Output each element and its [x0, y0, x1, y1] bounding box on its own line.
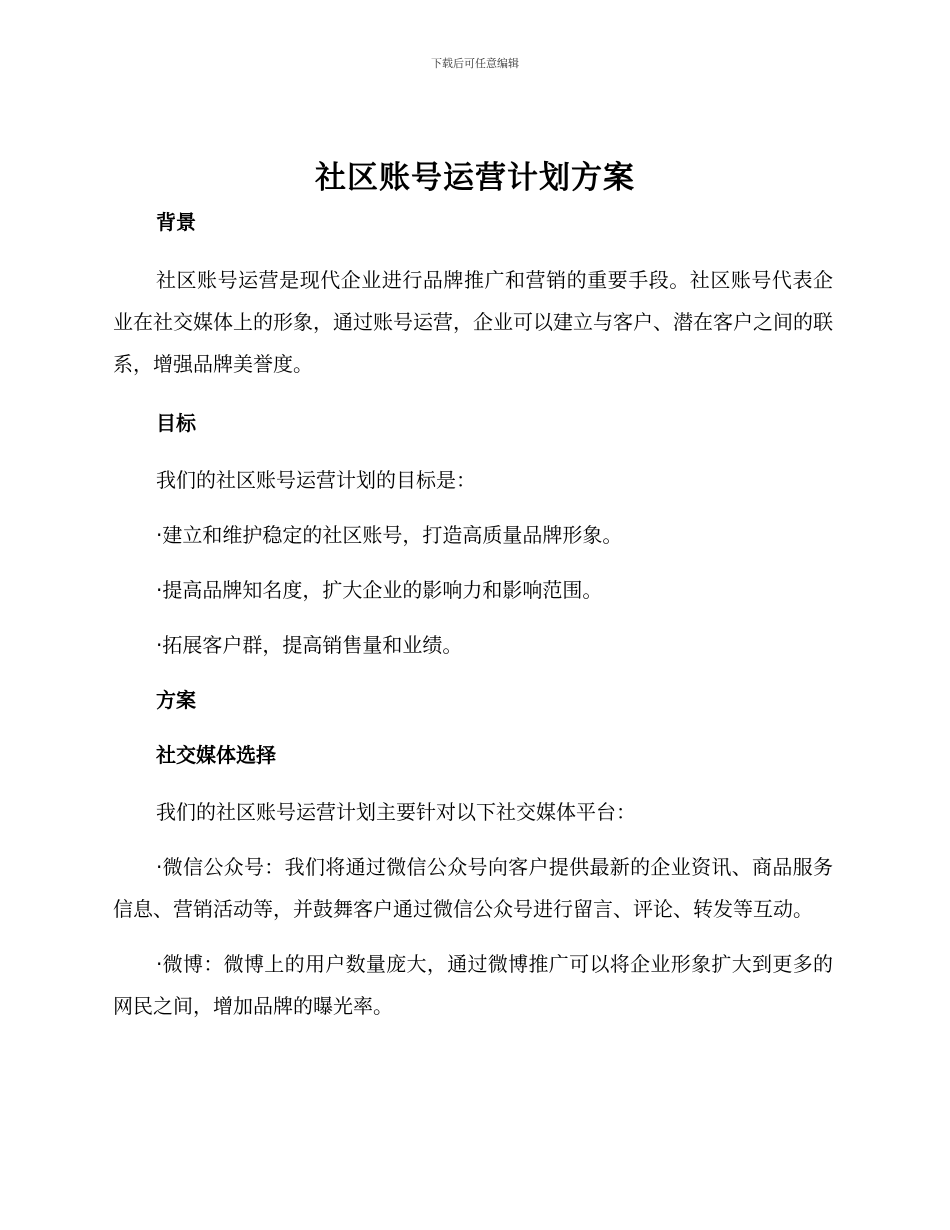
media-item-text: 微博：微博上的用户数量庞大，通过微博推广可以将企业形象扩大到更多的网民之间，增加品牌的曝光率。 [113, 952, 833, 1018]
goal-item [113, 569, 833, 611]
goal-item-text: 拓展客户群，提高销售量和业绩。 [162, 633, 463, 657]
document-title: 社区账号运营计划方案 [315, 160, 635, 196]
section-heading-media: 社交媒体选择 [156, 743, 276, 767]
bullet-mark: · [156, 855, 163, 879]
bullet-mark: · [156, 952, 163, 976]
bullet-mark: · [156, 523, 163, 547]
section-heading-plan: 方案 [156, 688, 196, 712]
goal-intro-paragraph: 我们的社区账号运营计划的目标是： [156, 468, 476, 492]
media-intro-paragraph: 我们的社区账号运营计划主要针对以下社交媒体平台： [156, 800, 636, 824]
section-heading-background: 背景 [156, 210, 196, 234]
media-item [113, 943, 833, 1027]
document-body [113, 205, 833, 1027]
bullet-mark: · [156, 633, 163, 657]
goal-item [113, 514, 833, 556]
goal-item-text: 提高品牌知名度，扩大企业的影响力和影响范围。 [162, 578, 603, 602]
media-item [113, 846, 833, 930]
header-note: 下载后可任意编辑 [431, 57, 519, 70]
goal-item-text: 建立和维护稳定的社区账号，打造高质量品牌形象。 [162, 523, 623, 547]
background-paragraph: 社区账号运营是现代企业进行品牌推广和营销的重要手段。社区账号代表企业在社交媒体上的形象，通过账号运营，企业可以建立与客户、潜在客户之间的联系，增强品牌美誉度。 [113, 268, 833, 376]
goal-item [113, 624, 833, 666]
section-heading-goal: 目标 [156, 411, 196, 435]
bullet-mark: · [156, 578, 163, 602]
media-item-text: 微信公众号：我们将通过微信公众号向客户提供最新的企业资讯、商品服务信息、营销活动等，并鼓舞客户通过微信公众号进行留言、评论、转发等互动。 [113, 855, 833, 921]
